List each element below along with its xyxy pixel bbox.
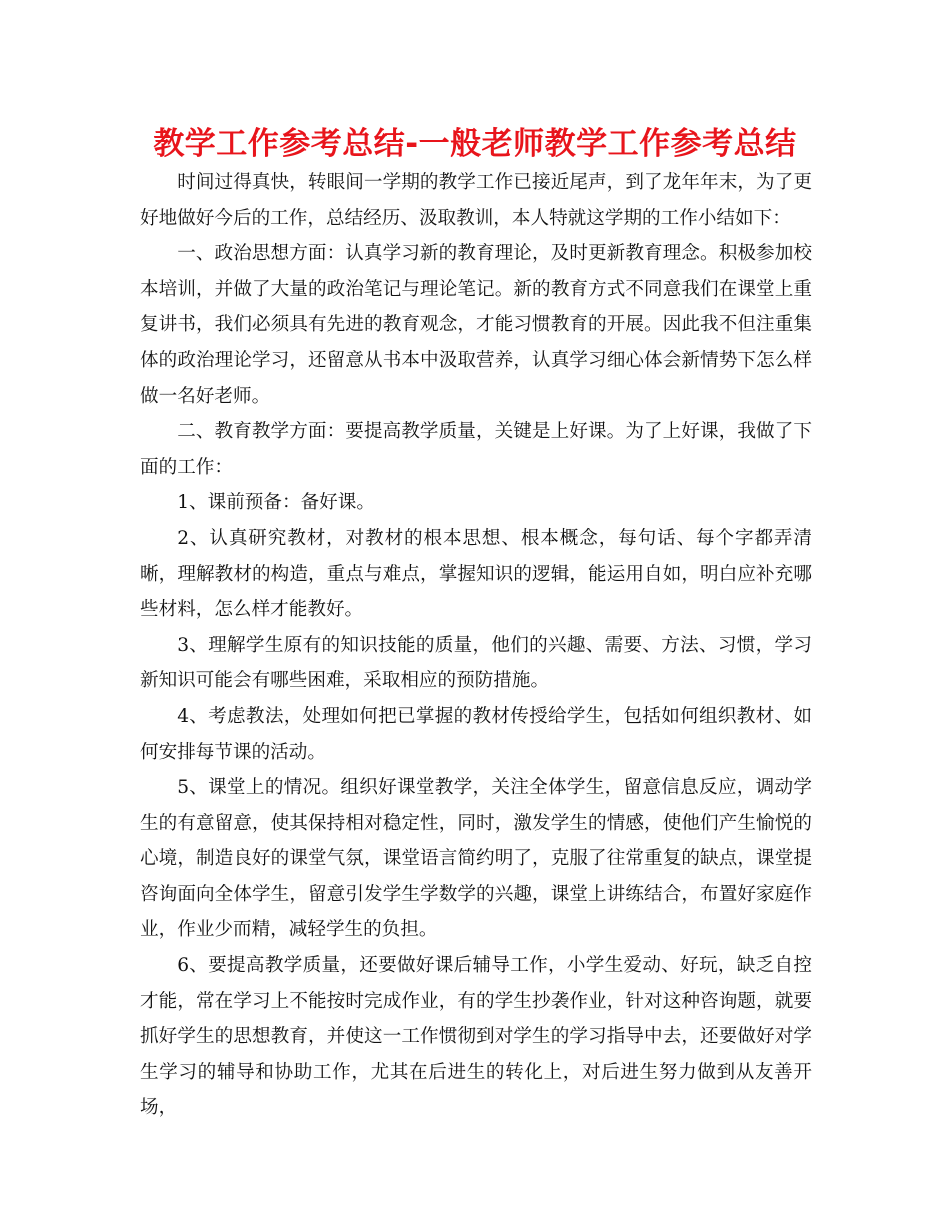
paragraph-item-6: 6、要提高教学质量，还要做好课后辅导工作，小学生爱动、好玩，缺乏自控才能，常在学习上不能按时完成作业，有的学生抄袭作业，针对这种咨询题，就要抓好学生的思想教育，并使这一工作惯彻到对学生的学习指导中去，还要做好对学生学习的辅导和协助工作，尤其在后进生的转化上，对后进生努力做到从友善开场， bbox=[140, 955, 812, 1119]
paragraph-intro: 时间过得真快，转眼间一学期的教学工作已接近尾声，到了龙年年末，为了更好地做好今后的工作，总结经历、汲取教训，本人特就这学期的工作小结如下： bbox=[140, 172, 812, 229]
paragraph-political: 一、政治思想方面：认真学习新的教育理论，及时更新教育理念。积极参加校本培训，并做了大量的政治笔记与理论笔记。新的教育方式不同意我们在课堂上重复讲书，我们必须具有先进的教育观念，才能习惯教育的开展。因此我不但注重集体的政治理论学习，还留意从书本中汲取营养，认真学习细心体会新情势下怎么样做一名好老师。 bbox=[140, 243, 812, 407]
document-body bbox=[140, 165, 812, 1126]
paragraph-item-1: 1、课前预备：备好课。 bbox=[177, 492, 375, 514]
paragraph-item-4: 4、考虑教法，处理如何把已掌握的教材传授给学生，包括如何组织教材、如何安排每节课的活动。 bbox=[140, 705, 812, 763]
paragraph-teaching: 二、教育教学方面：要提高教学质量，关键是上好课。为了上好课，我做了下面的工作： bbox=[140, 421, 812, 478]
document-title: 教学工作参考总结-一般老师教学工作参考总结 bbox=[153, 126, 797, 162]
paragraph-item-5: 5、课堂上的情况。组织好课堂教学，关注全体学生，留意信息反应，调动学生的有意留意，使其保持相对稳定性，同时，激发学生的情感，使他们产生愉悦的心境，制造良好的课堂气氛，课堂语言简约明了，克服了往常重复的缺点，课堂提咨询面向全体学生，留意引发学生学数学的兴趣，课堂上讲练结合，布置好家庭作业，作业少而精，减轻学生的负担。 bbox=[140, 777, 812, 941]
paragraph-item-3: 3、理解学生原有的知识技能的质量，他们的兴趣、需要、方法、习惯，学习新知识可能会有哪些困难，采取相应的预防措施。 bbox=[140, 634, 812, 692]
paragraph-item-2: 2、认真研究教材，对教材的根本思想、根本概念，每句话、每个字都弄清晰，理解教材的构造，重点与难点，掌握知识的逻辑，能运用自如，明白应补充哪些材料，怎么样才能教好。 bbox=[140, 527, 812, 621]
